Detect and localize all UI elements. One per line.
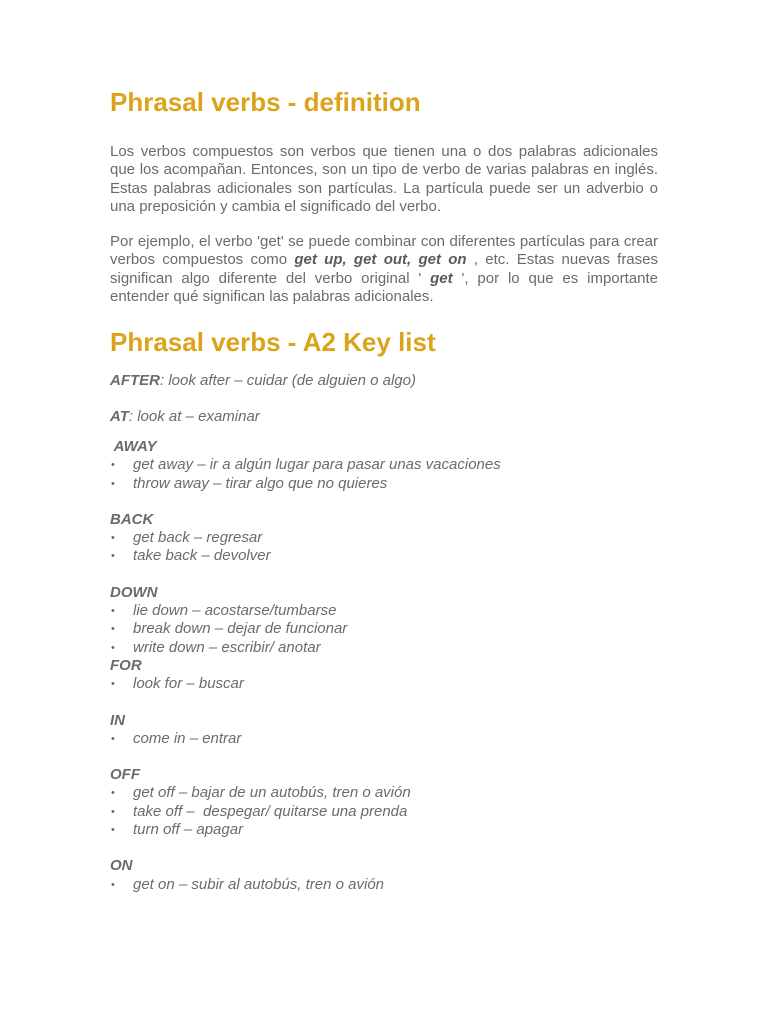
group-for: [110, 657, 658, 694]
bullet-icon: •: [111, 878, 115, 891]
group-label-off: OFF: [110, 766, 140, 784]
bullet-icon: •: [111, 824, 115, 837]
list-item: [110, 602, 658, 620]
list-item-text: lie down – acostarse/tumbarse: [133, 602, 337, 620]
entry-after-keyword: AFTER: [110, 372, 160, 390]
list-item-text: break down – dejar de funcionar: [133, 620, 348, 638]
bullet-icon: •: [111, 787, 115, 800]
para2-text-3: ', por lo que es importante entender qué significan las palabras adicionales.: [110, 269, 658, 306]
bullet-icon: •: [111, 605, 115, 618]
para2-emphasis-examples: get up, get out, get on: [294, 251, 467, 269]
list-item: [110, 784, 658, 802]
list-item-text: get back – regresar: [133, 529, 263, 547]
group-down: [110, 584, 658, 657]
bullet-icon: •: [111, 623, 115, 636]
list-item: [110, 620, 658, 638]
list-item-text: get away – ir a algún lugar para pasar unas vacaciones: [133, 456, 501, 474]
list-item: [110, 529, 658, 547]
group-off: [110, 766, 658, 839]
entry-at: [110, 408, 658, 426]
section-title-key-list: Phrasal verbs - A2 Key list: [110, 327, 436, 358]
group-label-for: FOR: [110, 656, 142, 674]
list-item-text: get off – bajar de un autobús, tren o avión: [133, 784, 411, 802]
group-label-down: DOWN: [110, 583, 158, 601]
group-back-list: [110, 529, 658, 566]
list-item-text: turn off – apagar: [133, 821, 244, 839]
list-item-text: get on – subir al autobús, tren o avión: [133, 875, 385, 893]
bullet-icon: •: [111, 550, 115, 563]
list-item-text: take off – despegar/ quitarse una prenda: [133, 802, 408, 820]
group-off-list: [110, 784, 658, 839]
bullet-icon: •: [111, 805, 115, 818]
list-item: [110, 803, 658, 821]
para2-emphasis-get: get: [430, 269, 453, 287]
definition-paragraph-1: Los verbos compuestos son verbos que tienen una o dos palabras adicionales que los acompañan. Entonces, son un tipo de verbo de varias palabras en inglés. Estas palabras adicionales son partículas. La partícula puede ser un adverbio o una preposición y cambia el significado del verbo.: [110, 143, 658, 215]
list-item: [110, 456, 658, 474]
list-item-text: come in – entrar: [133, 729, 242, 747]
list-item: [110, 475, 658, 493]
list-item: [110, 730, 658, 748]
group-label-in: IN: [110, 711, 125, 729]
bullet-icon: •: [111, 477, 115, 490]
group-on: [110, 857, 658, 894]
section-title-definition: Phrasal verbs - definition: [110, 87, 421, 117]
group-in: [110, 712, 658, 749]
group-on-list: [110, 876, 658, 894]
bullet-icon: •: [111, 641, 115, 654]
bullet-icon: •: [111, 459, 115, 472]
group-away-list: [110, 456, 658, 493]
group-back: [110, 511, 658, 566]
definition-paragraph-2: [110, 233, 658, 306]
bullet-icon: •: [111, 678, 115, 691]
entry-after: [110, 372, 658, 390]
para2-text-2: , etc. Estas nuevas frases significan algo diferente del verbo original ': [110, 251, 658, 287]
list-item-text: look for – buscar: [133, 675, 244, 693]
group-label-away: AWAY: [110, 437, 157, 455]
group-label-back: BACK: [110, 510, 154, 528]
group-label-on: ON: [110, 857, 133, 875]
para2-text-1: Por ejemplo, el verbo 'get' se puede combinar con diferentes partículas para crear verbos compuestos como: [110, 233, 658, 269]
document-page: [110, 86, 658, 894]
list-item-text: throw away – tirar algo que no quieres: [133, 474, 388, 492]
group-in-list: [110, 730, 658, 748]
group-for-list: [110, 675, 658, 693]
entry-after-text: : look after – cuidar (de alguien o algo): [160, 372, 416, 390]
bullet-icon: •: [111, 532, 115, 545]
group-down-list: [110, 602, 658, 657]
group-away: [110, 438, 658, 493]
bullet-icon: •: [111, 732, 115, 745]
entry-at-keyword: AT: [110, 408, 129, 426]
list-item: [110, 639, 658, 657]
entry-at-text: : look at – examinar: [128, 408, 260, 426]
list-item: [110, 821, 658, 839]
list-item: [110, 547, 658, 565]
list-item: [110, 675, 658, 693]
list-item: [110, 876, 658, 894]
list-item-text: write down – escribir/ anotar: [133, 638, 321, 656]
list-item-text: take back – devolver: [133, 547, 271, 565]
